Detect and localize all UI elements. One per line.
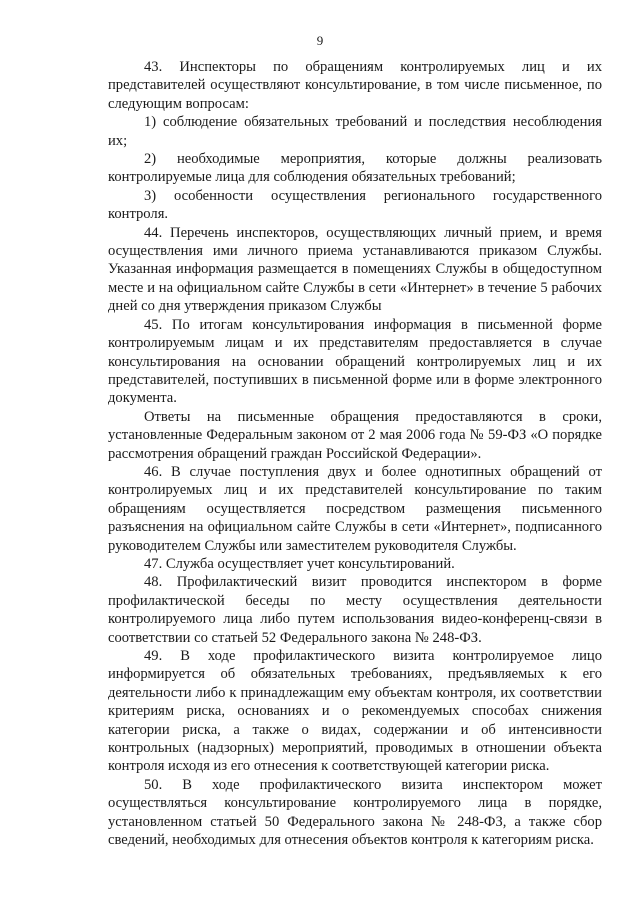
paragraph-48: 48. Профилактический визит проводится инспектором в форме профилактической беседы по месту осуществления деятельности контролируемого лица либо путем использования видео-конференц-связи в соответствии со статьей 52 Федерального закона № 248-ФЗ. [108,574,602,646]
paragraph-45-answers: Ответы на письменные обращения предоставляются в сроки, установленные Федеральным законом от 2 мая 2006 года № 59-ФЗ «О порядке рассмотрения обращений граждан Российской Федерации». [108,408,602,462]
paragraph-49: 49. В ходе профилактического визита контролируемое лицо информируется об обязательных требованиях, предъявляемых к его деятельности либо к принадлежащим ему объектам контроля, их соответствии критериям риска, основаниях и о рекомендуемых способах снижения категории риска, а также о видах, содержании и об интенсивности контрольных (надзорных) мероприятий, проводимых в отношении объекта контроля исходя из его отнесения к соответствующей категории риска. [108,648,602,775]
paragraph-45: 45. По итогам консультирования информация в письменной форме контролируемым лицам и их представителям предоставляется в случае консультирования на основании обращений контролируемых лиц и их представителей, поступивших в письменной форме или в форме электронного документа. [108,316,602,407]
paragraph-43-intro: 43. Инспекторы по обращениям контролируемых лиц и их представителей осуществляют консультирование, в том числе письменное, по следующим вопросам: [108,59,602,112]
paragraph-44: 44. Перечень инспекторов, осуществляющих личный прием, и время осуществления ими личного приема устанавливаются приказом Службы. Указанная информация размещается в помещениях Службы в общедоступном месте и на официальном сайте Службы в сети «Интернет» в течение 5 рабочих дней со дня утверждения приказом Службы [108,224,602,315]
document-body [108,58,602,849]
paragraph-43-item-1: 1) соблюдение обязательных требований и последствия несоблюдения их; [108,114,602,149]
paragraph-47: 47. Служба осуществляет учет консультирований. [144,555,455,572]
paragraph-43-item-2: 2) необходимые мероприятия, которые должны реализовать контролируемые лица для соблюдения обязательных требований; [108,151,602,186]
paragraph-46: 46. В случае поступления двух и более однотипных обращений от контролируемых лиц и их представителей консультирование по таким обращениям осуществляется посредством размещения письменного разъяснения на официальном сайте Службы в сети «Интернет», подписанного руководителем Службы или заместителем руководителя Службы. [108,463,602,554]
page-number: 9 [316,33,324,48]
paragraph-43-item-3: 3) особенности осуществления регионального государственного контроля. [108,187,602,223]
paragraph-50: 50. В ходе профилактического визита инспектором может осуществляться консультирование контролируемого лица в порядке, установленном статьей 50 Федерального закона № 248-ФЗ, а также сбор сведений, необходимых для отнесения объектов контроля к категориям риска. [108,776,602,849]
